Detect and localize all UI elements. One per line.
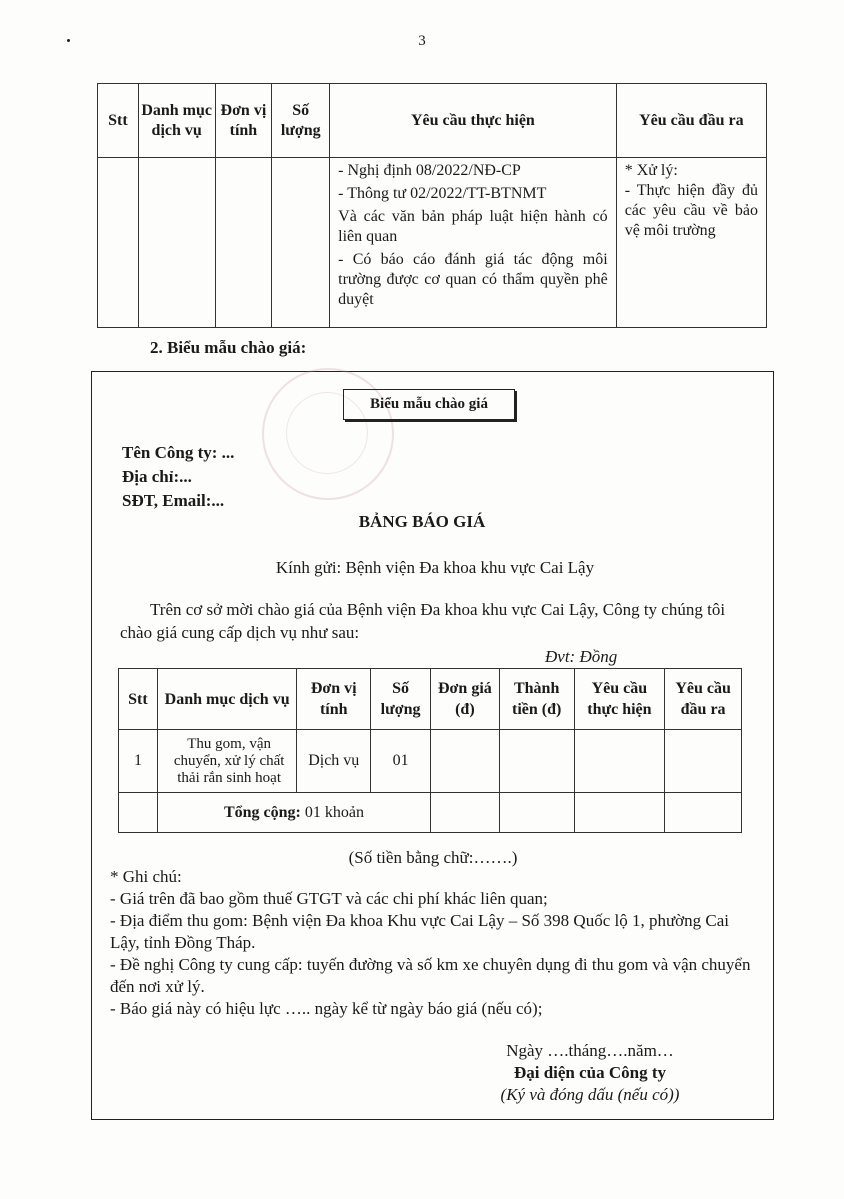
header-unit-price: Đơn giá (đ) [431, 669, 500, 730]
requirement-item: - Thông tư 02/2022/TT-BTNMT [338, 185, 547, 202]
output-item: - Thực hiện đầy đủ các yêu cầu về bảo vệ môi trường [624, 182, 758, 239]
cell-empty [138, 158, 215, 328]
quotation-title: BẢNG BÁO GIÁ [358, 512, 486, 531]
output-item: * Xử lý: [624, 162, 678, 179]
row-service: Thu gom, vận chuyển, xử lý chất thải rắn sinh hoạt [157, 730, 296, 793]
signer-title: Đại diện của Công ty [513, 1063, 667, 1082]
requirements-cell [330, 158, 617, 328]
section-title: 2. Biểu mẫu chào giá: [150, 338, 307, 357]
page-number: 3 [418, 33, 426, 49]
header-quantity: Số lượng [272, 84, 330, 158]
header-unit: Đơn vị tính [297, 669, 371, 730]
total-label: Tổng cộng: [223, 803, 301, 821]
header-stt: Stt [98, 84, 139, 158]
currency-unit: Đvt: Đồng [545, 647, 618, 666]
row-output [665, 730, 742, 793]
header-requirements: Yêu cầu thực hiện [574, 669, 665, 730]
requirements-table [97, 83, 767, 328]
intro-paragraph: Trên cơ sở mời chào giá của Bệnh viện Đa khoa khu vực Cai Lậy, Công ty chúng tôi chào giá cung cấp dịch vụ như sau: [120, 600, 726, 642]
total-empty [119, 793, 158, 833]
header-service: Danh mục dịch vụ [157, 669, 296, 730]
row-stt: 1 [119, 730, 158, 793]
output-cell [616, 158, 766, 328]
cell-empty [98, 158, 139, 328]
total-row [119, 793, 742, 833]
note-item: - Đề nghị Công ty cung cấp: tuyến đường và số km xe chuyên dụng đi thu gom và vận chuyển đến nơi xử lý. [110, 955, 751, 996]
header-quantity: Số lượng [371, 669, 431, 730]
signer-note: (Ký và đóng dấu (nếu có)) [500, 1085, 680, 1104]
header-requirements: Yêu cầu thực hiện [330, 84, 617, 158]
total-value: 01 khoản [304, 803, 364, 821]
row-amount [499, 730, 574, 793]
row-unit: Dịch vụ [297, 730, 371, 793]
total-empty [499, 793, 574, 833]
recipient: Kính gửi: Bệnh viện Đa khoa khu vực Cai Lậy [275, 558, 595, 577]
note-item: - Địa điểm thu gom: Bệnh viện Đa khoa Khu vực Cai Lậy – Số 398 Quốc lộ 1, phường Cai Lậy, tỉnh Đồng Tháp. [110, 911, 730, 952]
header-output: Yêu cầu đầu ra [665, 669, 742, 730]
requirement-item: Và các văn bản pháp luật hiện hành có liên quan [338, 208, 608, 245]
total-empty [431, 793, 500, 833]
notes-heading: * Ghi chú: [110, 867, 182, 886]
row-unit-price [431, 730, 500, 793]
total-cell [157, 793, 430, 833]
note-item: - Báo giá này có hiệu lực ….. ngày kể từ ngày báo giá (nếu có); [110, 999, 543, 1018]
company-name-field: Tên Công ty: ... [122, 443, 235, 462]
cell-empty [215, 158, 272, 328]
total-empty [574, 793, 665, 833]
quotation-table [118, 668, 742, 833]
notes [110, 866, 760, 1020]
header-amount: Thành tiền (đ) [499, 669, 574, 730]
cell-empty [272, 158, 330, 328]
note-item: - Giá trên đã bao gồm thuế GTGT và các chi phí khác liên quan; [110, 889, 548, 908]
contact-field: SĐT, Email:... [122, 491, 225, 510]
table-row [119, 730, 742, 793]
row-requirements [574, 730, 665, 793]
amount-in-words: (Số tiền bằng chữ:…….) [348, 848, 518, 867]
form-label: Biểu mẫu chào giá [343, 389, 515, 420]
date-line: Ngày ….tháng….năm… [506, 1041, 674, 1060]
address-field: Địa chỉ:... [122, 467, 192, 486]
signature-block [440, 1040, 740, 1106]
row-quantity: 01 [371, 730, 431, 793]
requirement-item: - Nghị định 08/2022/NĐ-CP [338, 162, 521, 179]
header-service: Danh mục dịch vụ [138, 84, 215, 158]
header-unit: Đơn vị tính [215, 84, 272, 158]
header-output: Yêu cầu đầu ra [616, 84, 766, 158]
requirement-item: - Có báo cáo đánh giá tác động môi trường được cơ quan có thẩm quyền phê duyệt [338, 251, 608, 308]
header-stt: Stt [119, 669, 158, 730]
total-empty [665, 793, 742, 833]
